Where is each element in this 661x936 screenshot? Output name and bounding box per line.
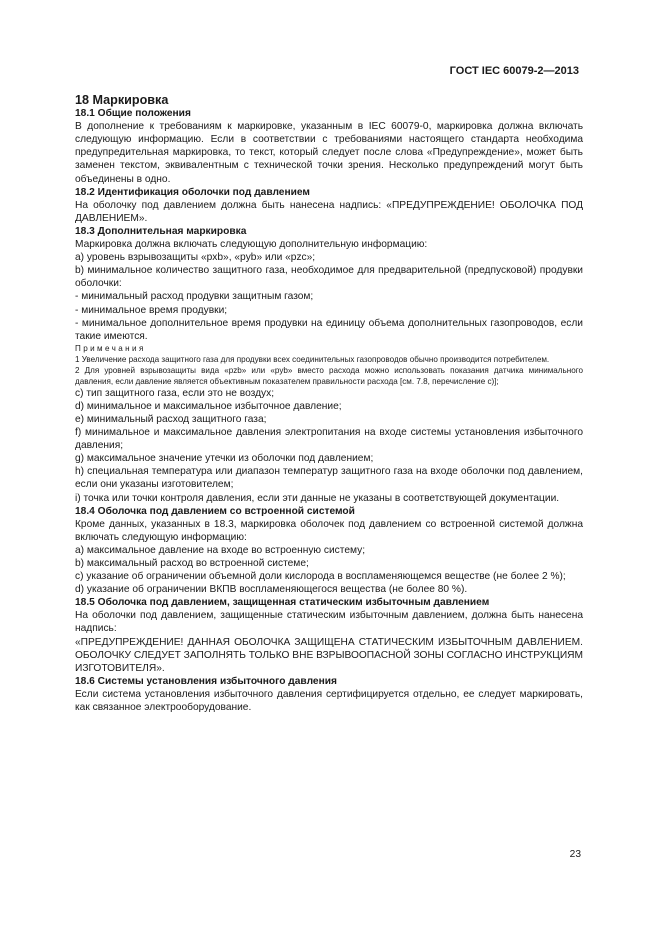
notes-title: Примечания <box>75 343 146 353</box>
subsection-18-2-title: 18.2 Идентификация оболочки под давлением <box>75 186 310 198</box>
list-item: - минимальное дополнительное время продувки на единицу объема дополнительных газопроводов, если такие имеются. <box>75 317 583 342</box>
warning-inscription: «ПРЕДУПРЕЖДЕНИЕ! ДАННАЯ ОБОЛОЧКА ЗАЩИЩЕНА СТАТИЧЕСКИМ ИЗБЫТОЧНЫМ ДАВЛЕНИЕМ. ОБОЛОЧКУ СЛЕДУЕТ ЗАПОЛНЯТЬ ТОЛЬКО ВНЕ ВЗРЫВООПАСНОЙ ЗОНЫ СОГЛАСНО ИНСТРУКЦИЯМ ИЗГОТОВИТЕЛЯ». <box>75 636 583 674</box>
list-item: g) максимальное значение утечки из оболочки под давлением; <box>75 453 374 465</box>
paragraph: Если система установления избыточного давления сертифицируется отдельно, ее следует маркировать, как связанное электрооборудование. <box>75 688 583 714</box>
note: 2 Для уровней взрывозащиты вида «pzb» или «pyb» вместо расхода можно использовать показания датчика минимального давления, если давление является объективным показателем правильности расхода [см. 7.8, перечисление с)]; <box>75 365 583 386</box>
list-item: d) указание об ограничении ВКПВ воспламеняющегося вещества (не более 80 %). <box>75 584 468 596</box>
list-item: c) указание об ограничении объемной доли кислорода в воспламеняющемся веществе (не более 2 %); <box>75 571 566 583</box>
list-item: f) минимальное и максимальное давления электропитания на входе системы установления избыточного давления; <box>75 427 583 452</box>
page-body <box>75 94 583 714</box>
list-item: i) точка или точки контроля давления, если эти данные не указаны в соответствующей документации. <box>75 492 560 504</box>
subsection-18-4-title: 18.4 Оболочка под давлением со встроенной системой <box>75 505 355 517</box>
standard-header: ГОСТ IEC 60079-2—2013 <box>449 65 579 77</box>
note: 1 Увеличение расхода защитного газа для продувки всех соединительных газопроводов обычно производится потребителем. <box>75 354 550 364</box>
list-item: b) максимальный расход во встроенной системе; <box>75 558 309 569</box>
subsection-18-1-title: 18.1 Общие положения <box>75 108 191 120</box>
subsection-18-5-title: 18.5 Оболочка под давлением, защищенная статическим избыточным давлением <box>75 597 490 609</box>
subsection-18-3-title: 18.3 Дополнительная маркировка <box>75 225 247 237</box>
subsection-18-6-title: 18.6 Системы установления избыточного давления <box>75 675 337 687</box>
paragraph: На оболочки под давлением, защищенные статическим избыточным давлением, должна быть нанесена надпись: <box>75 610 583 635</box>
list-item: a) максимальное давление на входе во встроенную систему; <box>75 544 366 556</box>
list-item: e) минимальный расход защитного газа; <box>75 413 267 425</box>
paragraph: На оболочку под давлением должна быть нанесена надпись: «ПРЕДУПРЕЖДЕНИЕ! ОБОЛОЧКА ПОД ДАВЛЕНИЕМ». <box>75 199 583 224</box>
paragraph: Маркировка должна включать следующую дополнительную информацию: <box>75 239 428 251</box>
list-item: - минимальный расход продувки защитным газом; <box>75 291 314 303</box>
list-item: c) тип защитного газа, если это не воздух; <box>75 387 275 399</box>
list-item: d) минимальное и максимальное избыточное давление; <box>75 400 342 412</box>
paragraph: В дополнение к требованиям к маркировке, указанным в IEC 60079-0, маркировка должна включать следующую информацию. Если в соответствии с требованиями настоящего стандарта необходима предупредительная маркировка, то текст, который следует после слова «Предупреждение», может быть заменен текстом, эквивалентным с технической точки зрения. Несколько предупреждений могут быть объединены в одно. <box>75 121 583 185</box>
list-item: b) минимальное количество защитного газа, необходимое для предварительной (предпусковой) продувки оболочки: <box>75 265 583 290</box>
paragraph: Кроме данных, указанных в 18.3, маркировка оболочек под давлением со встроенной системой должна включать следующую информацию: <box>75 518 583 543</box>
page-number: 23 <box>569 849 581 860</box>
list-item: a) уровень взрывозащиты «pxb», «pyb» или «pzc»; <box>75 252 316 264</box>
list-item: - минимальное время продувки; <box>75 304 228 316</box>
section-title: 18 Маркировка <box>75 93 169 107</box>
list-item: h) специальная температура или диапазон температур защитного газа на входе оболочки под давлением, если они указаны изготовителем; <box>75 466 583 491</box>
